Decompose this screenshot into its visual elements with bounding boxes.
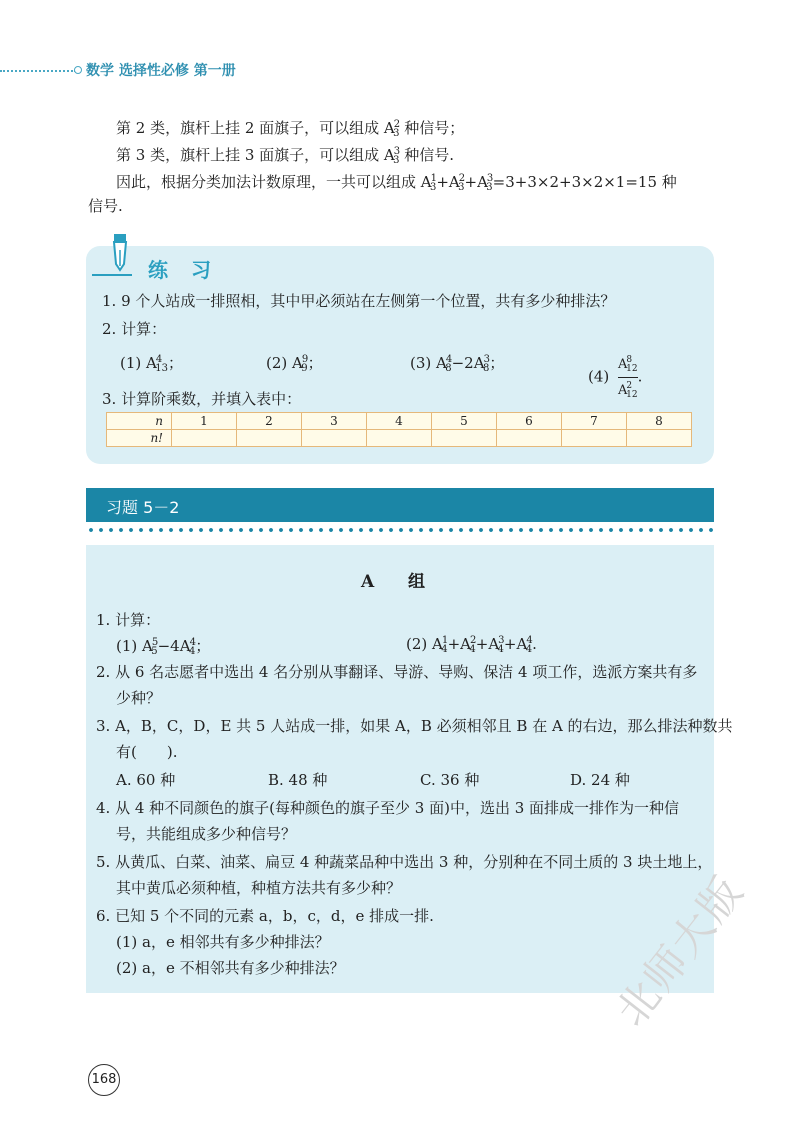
problem-2-line-2: 少种？ <box>116 689 162 707</box>
table-cell: 5 <box>432 413 497 430</box>
exercise-q1: 1. 9 个人站成一排照相，其中甲必须站在左侧第一个位置，共有多少种排法？ <box>102 292 616 310</box>
exercise-q3: 3. 计算阶乘数，并填入表中： <box>102 390 302 408</box>
table-header-factorial: n! <box>107 430 172 447</box>
table-cell <box>172 430 237 447</box>
factorial-table <box>106 412 692 447</box>
table-cell <box>302 430 367 447</box>
table-cell: 8 <box>627 413 692 430</box>
problem-1-part1: (1) $A^5_5-4A^4_4$； <box>116 637 211 657</box>
table-cell <box>497 430 562 447</box>
problem-3-option-d: D. 24 种 <box>570 771 630 789</box>
running-header: 数学 选择性必修 第一册 <box>86 63 236 79</box>
exercise-q2-part3: (3) $A^4_8-2A^3_8$； <box>410 354 505 374</box>
group-title: A 组 <box>360 572 440 592</box>
table-row <box>107 430 692 447</box>
problem-4-line-2: 号，共能组成多少种信号？ <box>116 825 297 843</box>
problem-1-part2: (2) $A^1_4+A^2_4+A^3_4+A^4_4$. <box>406 635 537 655</box>
problem-3-option-b: B. 48 种 <box>268 771 328 789</box>
exercise-q2-part2: (2) $A^9_9$； <box>266 354 323 374</box>
exercise-panel <box>86 246 714 464</box>
problem-5-line-2: 其中黄瓜必须种植，种植方法共有多少种？ <box>116 879 402 897</box>
problem-5-line-1: 5. 从黄瓜、白菜、油菜、扁豆 4 种蔬菜品种中选出 3 种，分别种在不同土质的 3 块土地上， <box>96 853 713 871</box>
table-cell <box>432 430 497 447</box>
table-row <box>107 413 692 430</box>
table-cell: 4 <box>367 413 432 430</box>
intro-line-1: 第 2 类，旗杆上挂 2 面旗子，可以组成 $A^2_3$ 种信号； <box>116 119 465 139</box>
table-cell: 7 <box>562 413 627 430</box>
problem-4-line-1: 4. 从 4 种不同颜色的旗子(每种颜色的旗子至少 3 面)中，选出 3 面排成一排作为一种信 <box>96 799 680 817</box>
exercise-title: 练 习 <box>148 258 219 282</box>
problem-6-part1: (1) a，e 相邻共有多少种排法？ <box>116 933 330 951</box>
pen-nib-icon <box>108 232 132 272</box>
dotted-divider <box>86 528 714 532</box>
intro-line-2: 第 3 类，旗杆上挂 3 面旗子，可以组成 $A^3_3$ 种信号. <box>116 146 455 166</box>
intro-line-3: 因此，根据分类加法计数原理，一共可以组成 $A^1_3+A^2_3+A^3_3=3+3\times 2+3\times 2\times 1=15$ 种 <box>116 173 677 193</box>
problem-1: 1. 计算： <box>96 611 161 629</box>
problems-panel <box>86 545 733 993</box>
header-dotted-line <box>0 70 76 72</box>
publisher-watermark: 北师大版 <box>606 866 754 1036</box>
problem-6-part2: (2) a，e 不相邻共有多少种排法？ <box>116 959 345 977</box>
problem-set-banner <box>86 488 714 522</box>
table-cell: 2 <box>237 413 302 430</box>
problem-3-option-a: A. 60 种 <box>116 771 176 789</box>
problem-set-title: 习题 5－2 <box>106 498 180 517</box>
header-dot <box>74 66 82 74</box>
page-number: 168 <box>88 1064 120 1096</box>
exercise-q2-part4: (4) $\frac{A^8_{12}}{A^2_{12}}$ . <box>588 352 642 403</box>
exercise-q2: 2. 计算： <box>102 320 167 338</box>
problem-3-line-2: 有( ). <box>116 743 178 761</box>
problem-3-line-1: 3. A，B，C，D，E 共 5 人站成一排，如果 A，B 必须相邻且 B 在 A 的右边，那么排法种数共 <box>96 717 733 735</box>
problem-3-option-c: C. 36 种 <box>420 771 480 789</box>
table-cell: 3 <box>302 413 367 430</box>
table-cell: 6 <box>497 413 562 430</box>
table-header-n: n <box>107 413 172 430</box>
problem-6: 6. 已知 5 个不同的元素 a，b，c，d，e 排成一排. <box>96 907 434 925</box>
intro-line-4: 信号. <box>88 197 123 215</box>
table-cell: 1 <box>172 413 237 430</box>
table-cell <box>627 430 692 447</box>
table-cell <box>237 430 302 447</box>
exercise-underline <box>92 274 132 276</box>
table-cell <box>562 430 627 447</box>
problem-2-line-1: 2. 从 6 名志愿者中选出 4 名分别从事翻译、导游、导购、保洁 4 项工作，选派方案共有多 <box>96 663 698 681</box>
exercise-q2-part1: (1) $A^4_{13}$； <box>120 354 183 374</box>
table-cell <box>367 430 432 447</box>
